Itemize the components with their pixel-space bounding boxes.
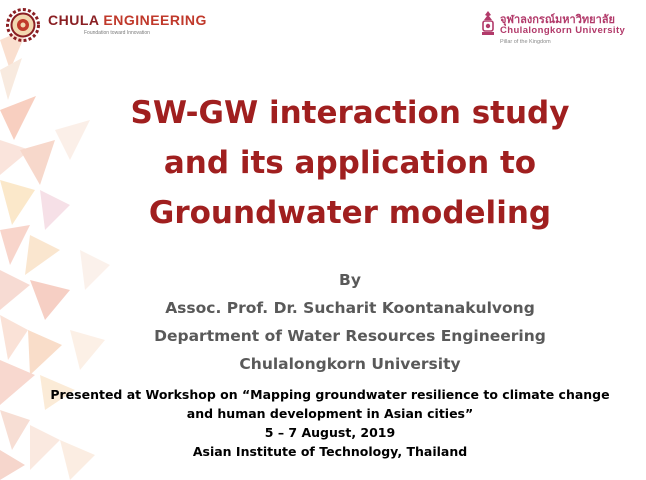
author-department: Department of Water Resources Engineering	[154, 327, 546, 345]
title-line-1: SW-GW interaction study	[130, 95, 570, 131]
by-label: By	[339, 271, 361, 289]
presentation-date: 5 – 7 August, 2019	[264, 425, 396, 440]
university-emblem-icon	[480, 10, 496, 36]
author-block	[90, 266, 610, 378]
presentation-venue: Asian Institute of Technology, Thailand	[192, 444, 468, 459]
university-thai-name: จุฬาลงกรณ์มหาวิทยาลัย	[500, 13, 615, 26]
slide-title	[60, 88, 640, 238]
university-motto: Pillar of the Kingdom	[500, 39, 551, 45]
author-university: Chulalongkorn University	[239, 355, 461, 373]
presented-at-line-1: Presented at Workshop on “Mapping groundwater resilience to climate change	[50, 387, 610, 402]
gear-emblem-icon	[6, 8, 40, 42]
title-line-2: and its application to	[163, 145, 537, 181]
title-line-3: Groundwater modeling	[148, 195, 552, 231]
chula-word: CHULA	[48, 12, 99, 28]
engineering-word: ENGINEERING	[103, 12, 207, 28]
author-name: Assoc. Prof. Dr. Sucharit Koontanakulvong	[165, 299, 535, 317]
chulalongkorn-university-logo	[480, 10, 636, 52]
presented-at-line-2: and human development in Asian cities”	[186, 406, 474, 421]
chula-tagline: Foundation toward Innovation	[84, 30, 150, 36]
presentation-info	[20, 385, 640, 461]
chula-engineering-logo	[6, 8, 207, 42]
university-english-name: Chulalongkorn University	[500, 25, 626, 36]
chula-engineering-wordmark	[48, 12, 207, 28]
